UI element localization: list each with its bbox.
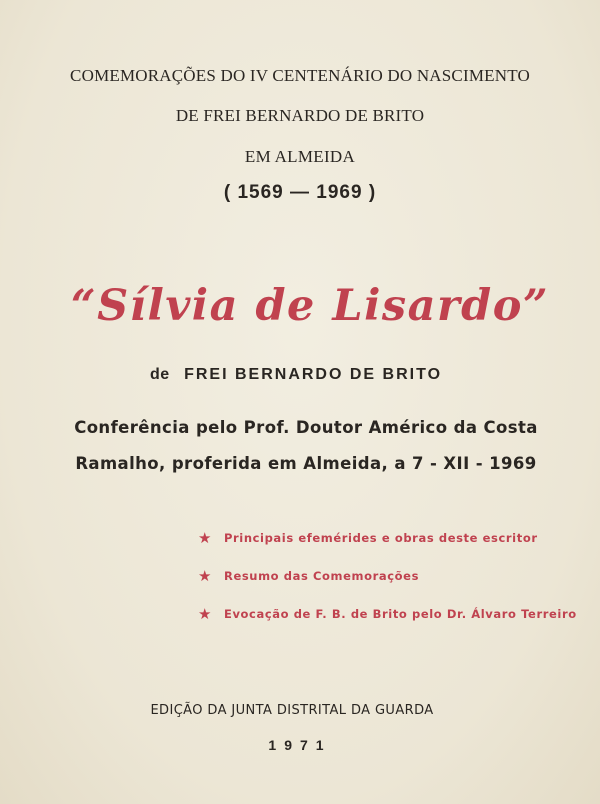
star-icon: ★ (198, 529, 213, 547)
publisher-edition: EDIÇÃO DA JUNTA DISTRITAL DA GUARDA (150, 703, 434, 718)
contents-item (198, 605, 577, 623)
book-title: “Sílvia de Lisardo” (70, 281, 550, 331)
honoree-heading: DE FREI BERNARDO DE BRITO (175, 106, 425, 125)
contents-item-label: Evocação de F. B. de Brito pelo Dr. Álvaro Terreiro (224, 607, 577, 621)
byline-prefix: de (149, 366, 170, 383)
contents-item-label: Principais efemérides e obras deste escritor (224, 531, 538, 545)
conference-line-1: Conferência pelo Prof. Doutor Américo da Costa (74, 418, 538, 437)
date-range-heading: ( 1569 — 1969 ) (223, 182, 377, 203)
conference-line-2: Ramalho, proferida em Almeida, a 7 - XII - 1969 (75, 454, 537, 473)
commemoration-heading: COMEMORAÇÕES DO IV CENTENÁRIO DO NASCIMENTO (70, 66, 530, 85)
contents-item (198, 567, 419, 585)
contents-item (198, 529, 538, 547)
publication-year: 1971 (268, 737, 332, 753)
author-name: FREI BERNARDO DE BRITO (184, 366, 443, 383)
star-icon: ★ (198, 567, 213, 585)
author-byline (0, 366, 596, 384)
contents-item-label: Resumo das Comemorações (224, 569, 420, 583)
star-icon: ★ (198, 605, 213, 623)
location-heading: EM ALMEIDA (244, 147, 356, 166)
